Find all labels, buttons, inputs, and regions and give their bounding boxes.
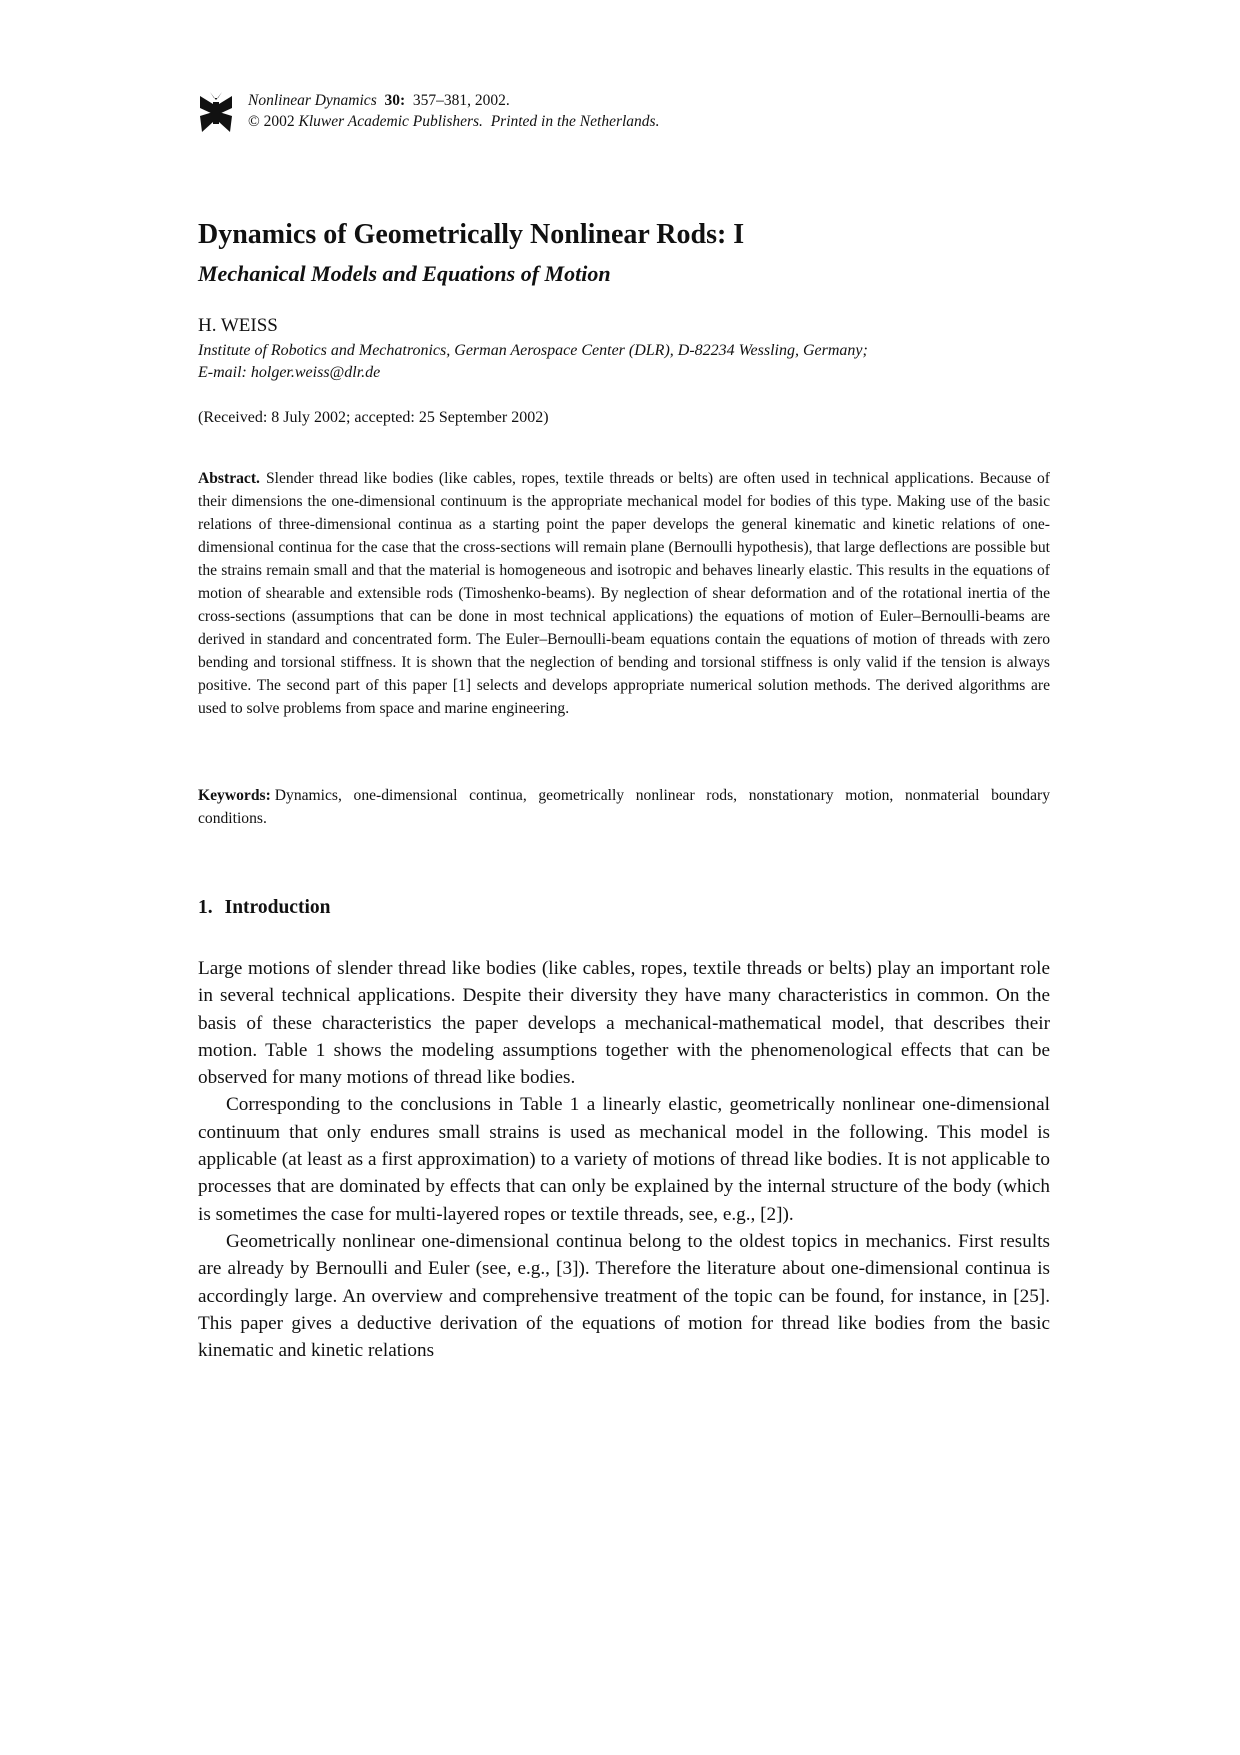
author-name: H. WEISS: [198, 315, 278, 336]
keywords: [198, 784, 1050, 830]
affiliation: Institute of Robotics and Mechatronics, German Aerospace Center (DLR), D-82234 Wessling, Germany;: [198, 342, 868, 359]
journal-volume: 30:: [384, 92, 406, 109]
abstract: [198, 467, 1050, 720]
section-body: [198, 955, 1050, 1364]
printed-in: Printed in the Netherlands.: [490, 113, 660, 130]
paper-title: Dynamics of Geometrically Nonlinear Rods: I: [198, 219, 745, 250]
journal-line-2: [248, 111, 659, 132]
paragraph: Geometrically nonlinear one-dimensional continua belong to the oldest topics in mechanics. First results are already by Bernoulli and Euler (see, e.g., [3]). Therefore the literature about one-dimensional continua is accordingly large. An overview and comprehensive treatment of the topic can be found, for instance, in [25]. This paper gives a deductive derivation of the equations of motion for thread like bodies from the basic kinematic and kinetic relations: [198, 1230, 1050, 1362]
publisher: Kluwer Academic Publishers.: [298, 113, 483, 130]
journal-name: Nonlinear Dynamics: [248, 92, 377, 109]
keywords-label: Keywords:: [198, 787, 271, 804]
keywords-text: Dynamics, one-dimensional continua, geometrically nonlinear rods, nonstationary motion, nonmaterial boundary conditions.: [198, 787, 1050, 827]
publisher-logo-icon: [198, 92, 234, 134]
paragraph: Corresponding to the conclusions in Table 1 a linearly elastic, geometrically nonlinear one-dimensional continuum that only endures small strains is used as mechanical model in the following. This model is applicable (at least as a first approximation) to a variety of motions of thread like bodies. It is not applicable to processes that are dominated by effects that can only be explained by the internal structure of the body (which is sometimes the case for multi-layered ropes or textile threads, see, e.g., [2]).: [198, 1094, 1050, 1225]
section-number: 1.: [198, 897, 213, 918]
copyright: © 2002: [248, 113, 295, 130]
abstract-text: Slender thread like bodies (like cables, ropes, textile threads or belts) are often used in technical applications. Because of their dimensions the one-dimensional continuum is the appropriate mechanical model for bodies of this type. Making use of the basic relations of three-dimensional continua as a starting point the paper develops the general kinematic and kinetic relations of one-dimensional continua for the case that the cross-sections will remain plane (Bernoulli hypothesis), that large deflections are possible but the strains remain small and that the material is homogeneous and isotropic and behaves linearly elastic. This results in the equations of motion of shearable and extensible rods (Timoshenko-beams). By neglection of shear deformation and of the rotational inertia of the cross-sections (assumptions that can be done in most technical applications) the equations of motion of Euler–Bernoulli-beams are derived in standard and concentrated form. The Euler–Bernoulli-beam equations contain the equations of motion of threads with zero bending and torsional stiffness. It is shown that the neglection of bending and torsional stiffness is only valid if the tension is always positive. The second part of this paper [1] selects and develops appropriate numerical solution methods. The derived algorithms are used to solve problems from space and marine engineering.: [198, 470, 1050, 717]
author-affiliation-block: [198, 340, 868, 384]
section-title: Introduction: [224, 897, 331, 918]
section-heading-introduction: [198, 895, 330, 921]
journal-header: [198, 90, 1050, 142]
journal-line-1: [248, 90, 659, 111]
paragraph: Large motions of slender thread like bodies (like cables, ropes, textile threads or belts) play an important role in several technical applications. Despite their diversity they have many characteristics in common. On the basis of these characteristics the paper develops a mechanical-mathematical model, that describes their motion. Table 1 shows the modeling assumptions together with the phenomenological effects that can be observed for many motions of thread like bodies.: [198, 958, 1050, 1089]
journal-citation: [248, 90, 659, 132]
received-dates: (Received: 8 July 2002; accepted: 25 September 2002): [198, 409, 549, 426]
abstract-label: Abstract.: [198, 470, 260, 487]
email: E-mail: holger.weiss@dlr.de: [198, 364, 381, 381]
paper-subtitle: Mechanical Models and Equations of Motion: [198, 261, 611, 286]
journal-pages-year: 357–381, 2002.: [412, 92, 510, 109]
